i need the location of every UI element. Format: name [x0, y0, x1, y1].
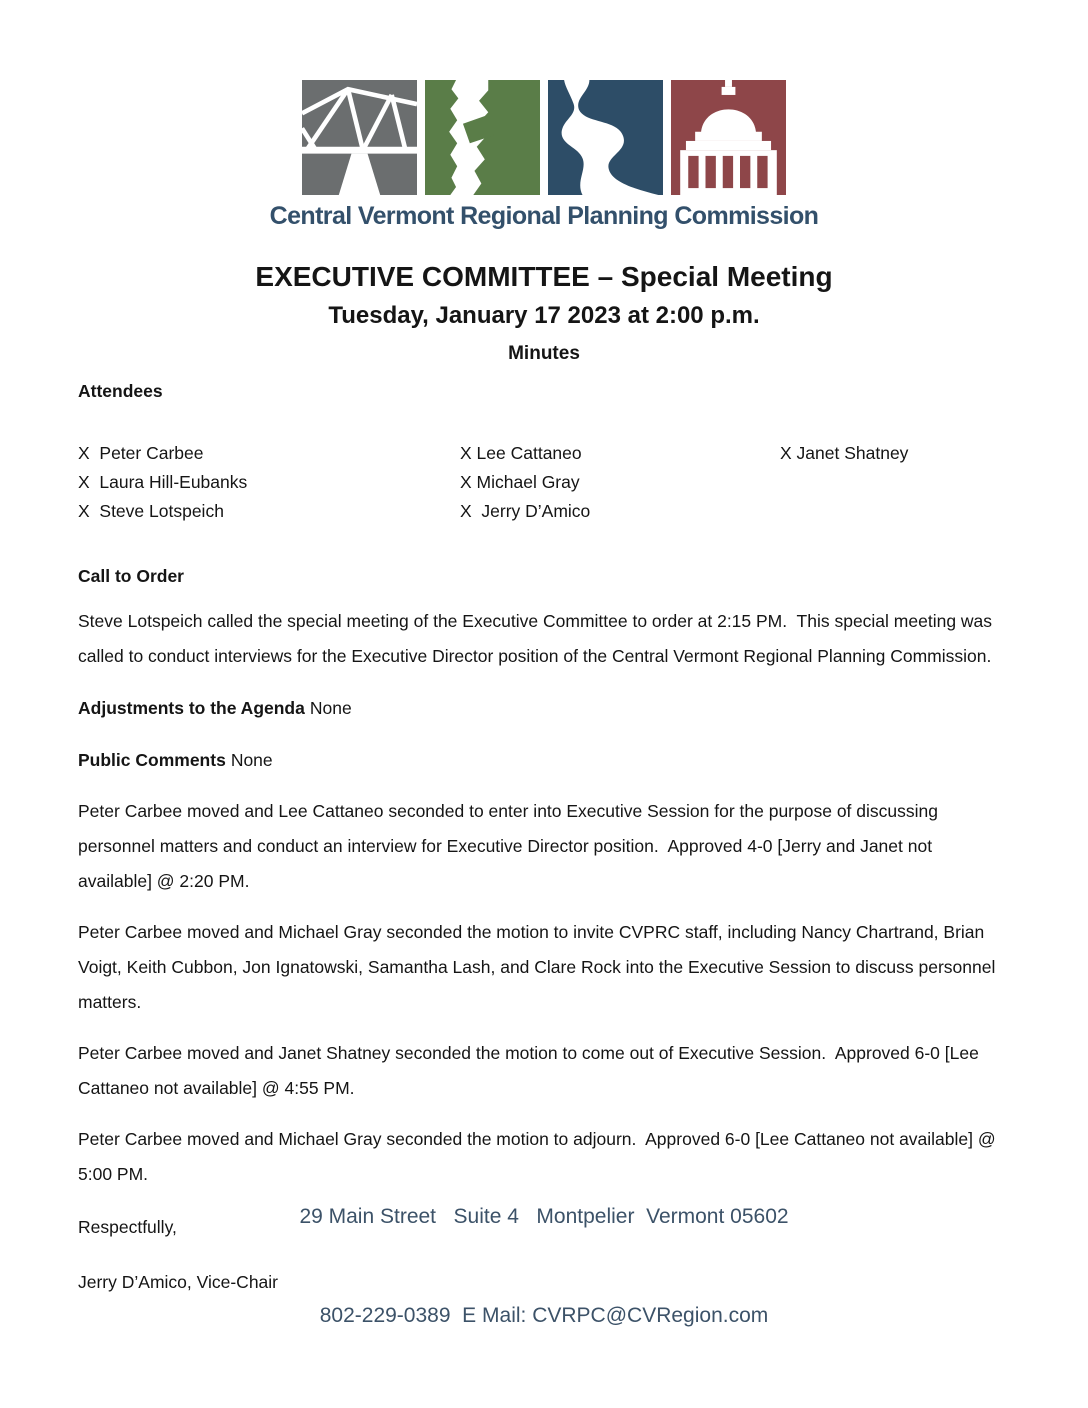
- meeting-title: EXECUTIVE COMMITTEE – Special Meeting: [255, 261, 833, 292]
- vermont-map-icon: [425, 80, 540, 195]
- attendee: X Janet Shatney: [780, 443, 909, 463]
- capitol-dome-icon: [671, 80, 786, 195]
- document-type: Minutes: [508, 343, 580, 364]
- adjustments-line: [78, 691, 1010, 726]
- bridge-icon: [302, 80, 417, 195]
- attendees-column-2: [460, 439, 780, 526]
- motion-paragraph: Peter Carbee moved and Janet Shatney seconded the motion to come out of Executive Session. Approved 6-0 [Lee Cattaneo not available] @ 4:55 PM.: [78, 1043, 984, 1098]
- motion-paragraph: Peter Carbee moved and Lee Cattaneo seconded to enter into Executive Session for the purpose of discussing personnel matters and conduct an interview for Executive Director position. Approved 4-0 [Jerry and Janet not available] @ 2:20 PM.: [78, 801, 943, 891]
- attendees-column-3: [780, 439, 1010, 526]
- meeting-datetime: Tuesday, January 17 2023 at 2:00 p.m.: [328, 302, 760, 329]
- closing-salutation: Respectfully,: [78, 1217, 177, 1237]
- attendees-list: [78, 439, 1010, 526]
- organization-name: Central Vermont Regional Planning Commission: [269, 202, 819, 230]
- attendee: X Jerry D’Amico: [460, 501, 591, 521]
- organization-logo: [0, 0, 1088, 231]
- attendee: X Michael Gray: [460, 472, 580, 492]
- motion-paragraph: Peter Carbee moved and Michael Gray seconded the motion to invite CVPRC staff, including Nancy Chartrand, Brian Voigt, Keith Cubbon, Jon Ignatowski, Samantha Lash, and Clare Rock into the Executive Session to discuss personnel matters.: [78, 922, 1001, 1012]
- closing-signature: Jerry D’Amico, Vice-Chair: [78, 1272, 278, 1292]
- footer-contact: 802-229-0389 E Mail: CVRPC@CVRegion.com: [319, 1304, 769, 1327]
- public-comments-line: [78, 743, 1010, 778]
- attendee: X Laura Hill-Eubanks: [78, 472, 248, 492]
- call-to-order-heading: Call to Order: [78, 566, 184, 586]
- river-icon: [548, 80, 663, 195]
- logo-artwork: [302, 80, 786, 195]
- attendee: X Steve Lotspeich: [78, 501, 224, 521]
- attendees-heading: Attendees: [78, 381, 163, 401]
- adjustments-value: None: [309, 698, 352, 718]
- footer-address: 29 Main Street Suite 4 Montpelier Vermont 05602: [299, 1205, 789, 1228]
- attendee: X Lee Cattaneo: [460, 443, 582, 463]
- document-footer: [0, 1134, 1088, 1398]
- attendees-column-1: [78, 439, 460, 526]
- public-comments-label: Public Comments: [78, 750, 226, 770]
- attendee: X Peter Carbee: [78, 443, 204, 463]
- public-comments-value: None: [230, 750, 273, 770]
- motion-paragraph: Peter Carbee moved and Michael Gray seconded the motion to adjourn. Approved 6-0 [Lee Cattaneo not available] @ 5:00 PM.: [78, 1129, 1001, 1184]
- adjustments-label: Adjustments to the Agenda: [78, 698, 305, 718]
- call-to-order-paragraph: Steve Lotspeich called the special meeting of the Executive Committee to order at 2:15 PM. This special meeting was called to conduct interviews for the Executive Director position of the Central Vermont Regional Planning Commission.: [78, 611, 997, 666]
